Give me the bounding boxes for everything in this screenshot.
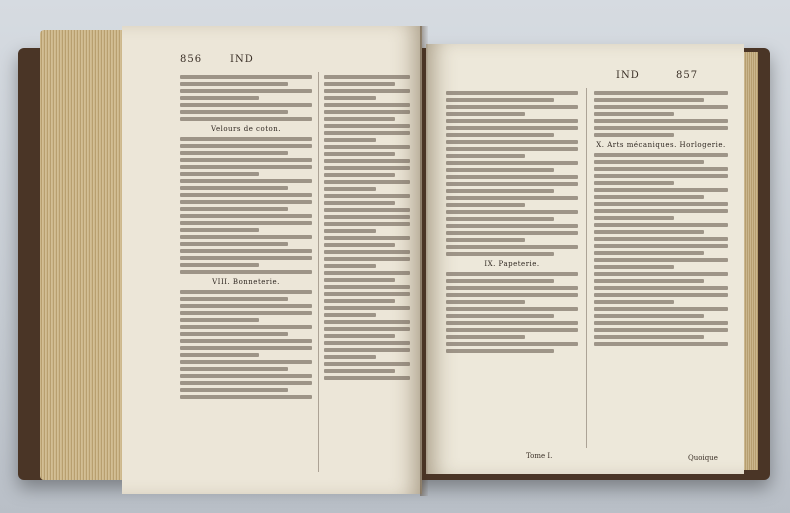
left-page-column-1	[180, 72, 312, 492]
left-page-edges	[40, 30, 132, 480]
right-running-head: IND	[616, 70, 640, 81]
right-page	[426, 44, 744, 474]
left-running-head: IND	[230, 54, 254, 65]
left-page	[122, 26, 422, 494]
column-rule	[318, 72, 319, 472]
left-page-number: 856	[180, 54, 203, 65]
section-heading: VIII. Bonneterie.	[212, 278, 280, 286]
section-heading: Velours de coton.	[211, 125, 281, 133]
section-heading: IX. Papeterie.	[484, 260, 540, 268]
book-gutter	[420, 26, 428, 496]
right-page-column-1	[446, 88, 578, 458]
section-heading: X. Arts mécaniques. Horlogerie.	[596, 141, 726, 149]
right-page-number: 857	[676, 70, 699, 81]
right-page-column-2	[594, 88, 728, 458]
page-signature: Tome I.	[526, 452, 553, 460]
column-rule	[586, 88, 587, 448]
left-page-column-2	[324, 72, 410, 492]
catchword: Quoique	[688, 454, 718, 462]
right-page-edges	[744, 52, 758, 470]
